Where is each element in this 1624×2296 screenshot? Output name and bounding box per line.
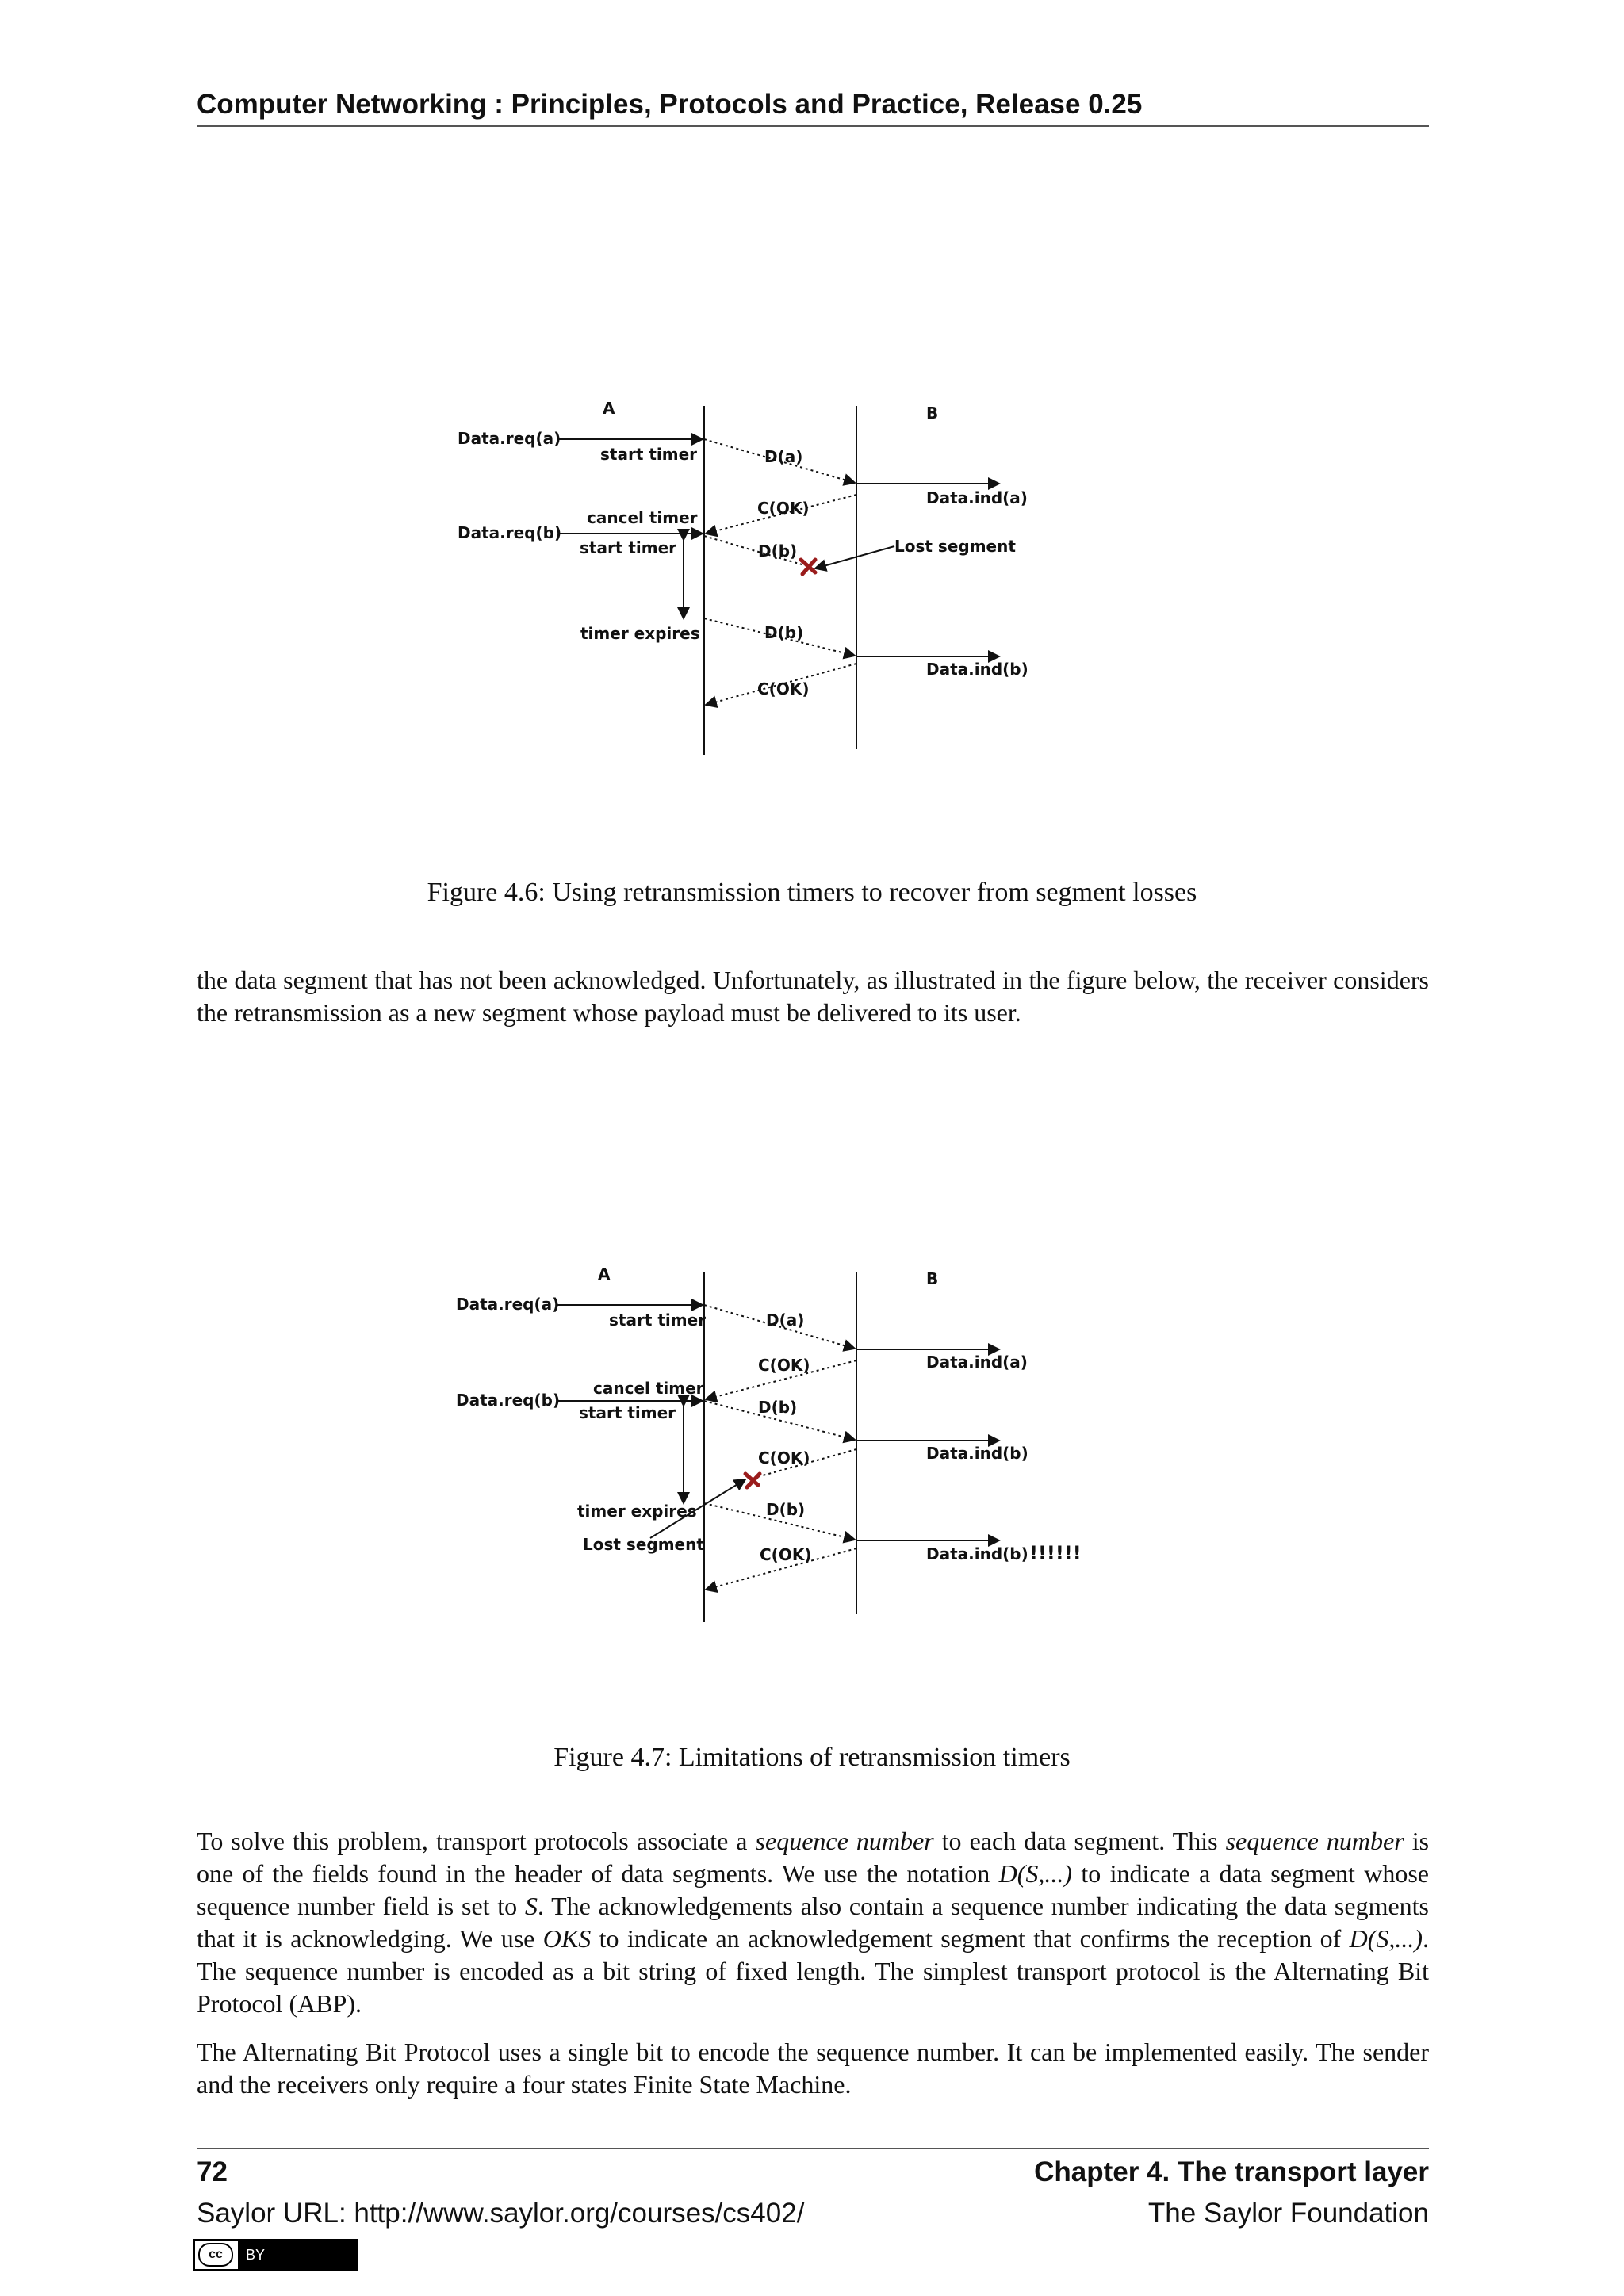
data-ind-b-label: Data.ind(b) [926,1444,1028,1463]
timer-expires-label: timer expires [580,624,700,643]
sequence-diagram-retransmission [0,381,1624,793]
emphasis-notation: D(S,...) [1349,1924,1423,1953]
saylor-url: Saylor URL: http://www.saylor.org/courses/cs402/ [197,2198,805,2229]
duplicate-exclaim: !!!!!! [1029,1542,1082,1564]
text-run: to indicate an acknowledgement segment that confirms the reception of [591,1924,1350,1953]
figure-4-7-caption: Figure 4.7: Limitations of retransmission timers [553,1743,1071,1772]
lost-segment-mark [801,560,815,574]
body-paragraph-2 [197,1825,1429,2020]
emphasis-term: sequence number [755,1827,934,1855]
data-ind-a-label: Data.ind(a) [926,1353,1028,1372]
body-paragraph-1: the data segment that has not been acknowledged. Unfortunately, as illustrated in the figure below, the receiver considers the retransmission as a new segment whose payload must be delivered to its user. [197,966,1429,1027]
emphasis-term: sequence number [1225,1827,1404,1855]
data-req-a-label: Data.req(a) [458,429,561,448]
figure-4-6-caption: Figure 4.6: Using retransmission timers to recover from segment losses [427,878,1197,907]
host-a-label: A [598,1265,611,1284]
chapter-title: Chapter 4. The transport layer [1034,2156,1429,2187]
segment-d-b-label: D(b) [758,541,798,561]
lost-segment-label: Lost segment [894,537,1016,556]
host-a-label: A [603,399,615,418]
lost-segment-label: Lost segment [583,1535,704,1554]
data-req-b-label: Data.req(b) [458,523,562,542]
ack-c-ok-label: C(OK) [758,1356,810,1375]
start-timer-label: start timer [609,1311,707,1330]
data-req-b-label: Data.req(b) [456,1391,561,1410]
host-b-label: B [926,404,939,423]
text-run: to each data segment. This [933,1827,1226,1855]
figure-4-6 [0,381,1624,793]
sequence-diagram-limitations [0,1245,1624,1641]
data-ind-a-label: Data.ind(a) [926,488,1028,507]
emphasis-notation: S [524,1892,538,1920]
data-ind-b-duplicate-label: Data.ind(b) [926,1544,1028,1563]
running-header: Computer Networking : Principles, Protocols and Practice, Release 0.25 [197,89,1429,127]
segment-d-b-retx-label: D(b) [766,1500,806,1519]
cc-by-license-badge [193,2239,358,2271]
foundation-name: The Saylor Foundation [1147,2198,1429,2229]
start-timer-label-2: start timer [580,538,677,557]
segment-d-b-retx-label: D(b) [764,623,804,642]
start-timer-label-2: start timer [579,1403,676,1422]
emphasis-notation: OKS [542,1924,592,1953]
text-run: . The sequence number is encoded as a bit string of fixed length. The simplest transport protocol is the Alternating Bit Protocol (ABP). [197,1924,1430,2018]
ack-c-ok-2-label: C(OK) [757,679,810,698]
data-req-a-label: Data.req(a) [456,1295,560,1314]
lost-segment-mark [745,1474,760,1487]
lost-segment-pointer [815,546,894,568]
footer-rule [197,2148,1429,2149]
data-ind-b-label: Data.ind(b) [926,660,1028,679]
start-timer-label: start timer [600,445,698,464]
timer-expires-label: timer expires [577,1502,697,1521]
segment-d-b-label: D(b) [758,1398,798,1417]
cc-logo-icon: cc [198,2243,233,2267]
text-run: To solve this problem, transport protocols associate a [197,1827,756,1855]
segment-d-a-label: D(a) [766,1311,805,1330]
text-run: . The acknowledgements also contain a sequence number indicating the data segments that it is acknowledging. We use [197,1892,1430,1953]
body-paragraph-3: The Alternating Bit Protocol uses a single bit to encode the sequence number. It can be implemented easily. The sender and the receivers only require a four states Finite State Machine. [197,2038,1429,2099]
emphasis-notation: D(S,...) [998,1859,1073,1888]
page-number: 72 [197,2156,228,2187]
ack-c-ok-label: C(OK) [757,499,810,518]
cc-by-label: BY [238,2241,357,2269]
text-run: to indicate a data segment whose sequence number field is set to [197,1859,1430,1920]
segment-d-a-label: D(a) [764,447,803,466]
ack-c-ok-lost-label: C(OK) [758,1448,810,1468]
ack-c-ok-3-label: C(OK) [760,1545,812,1564]
host-b-label: B [926,1269,939,1288]
cancel-timer-label: cancel timer [587,508,698,527]
cancel-timer-label: cancel timer [593,1379,704,1398]
text-run: is one of the fields found in the header of data segments. We use the notation [197,1827,1430,1888]
figure-4-7 [0,1245,1624,1641]
